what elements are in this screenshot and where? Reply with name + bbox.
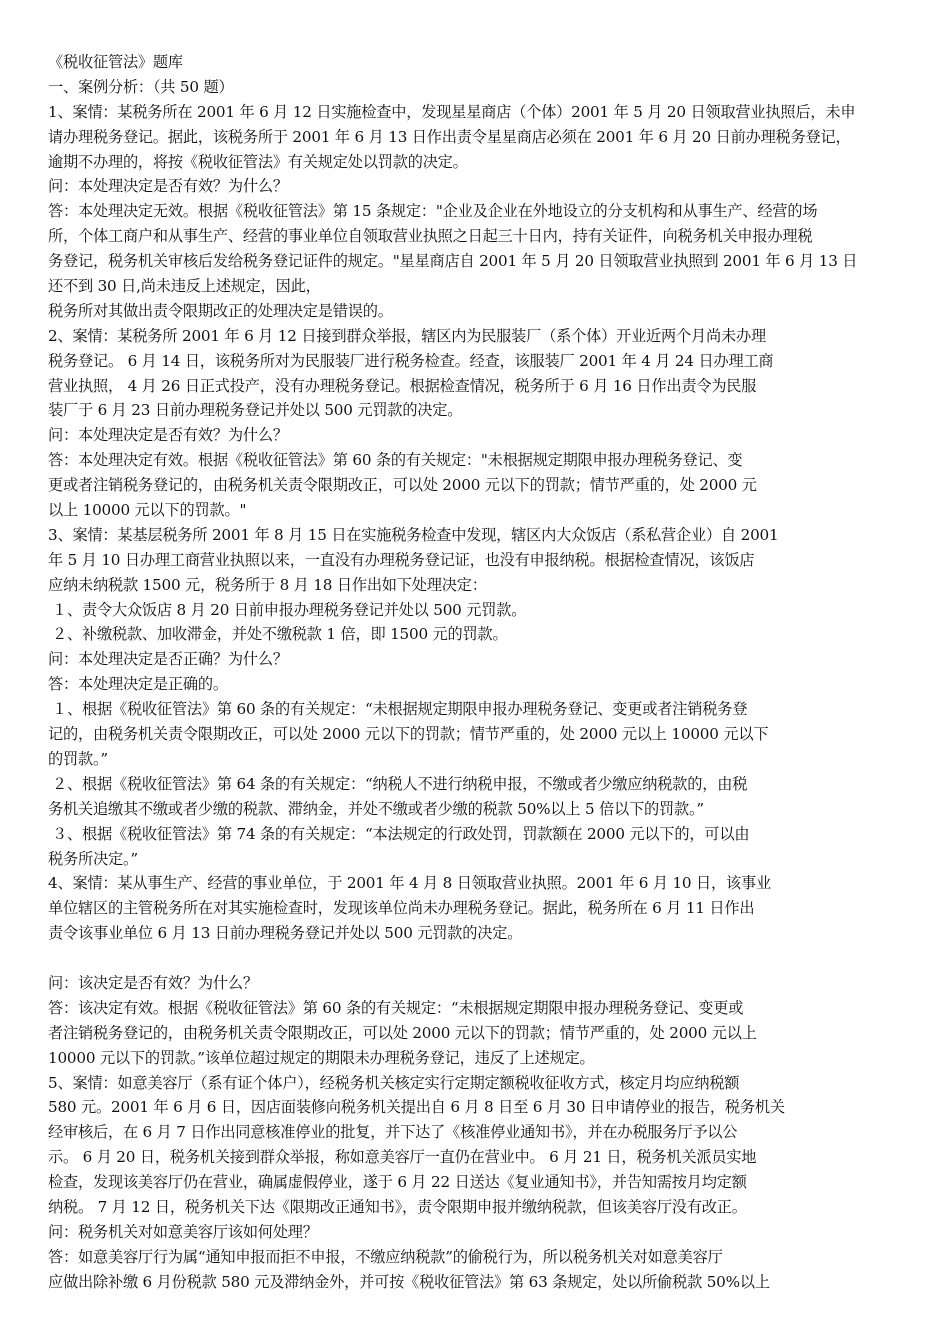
text-line: 经审核后，在 6 月 7 日作出同意核准停业的批复，并下达了《核准停业通知书》，并在办税服务厅予以公 bbox=[48, 1123, 738, 1142]
text-line: 更或者注销税务登记的，由税务机关责令限期改正，可以处 2000 元以下的罚款；情节严重的，处 2000 元 bbox=[48, 476, 757, 495]
text-line: 问：该决定是否有效？为什么？ bbox=[48, 973, 258, 992]
text-line: 问：税务机关对如意美容厅该如何处理？ bbox=[48, 1222, 318, 1241]
text-line: 所，个体工商户和从事生产、经营的事业单位自领取营业执照之日起三十日内，持有关证件，向税务机关申报办理税 bbox=[48, 227, 813, 246]
text-line: 务登记，税务机关审核后发给税务登记证件的规定。"星星商店自 2001 年 5 月 20 日领取营业执照到 2001 年 6 月 13 日 bbox=[48, 252, 858, 271]
text-line: 答：本处理决定有效。根据《税收征管法》第 60 条的有关规定："未根据规定期限申报办理税务登记、变 bbox=[48, 451, 743, 470]
document-title: 《税收征管法》题库 bbox=[48, 53, 183, 71]
text-line: 3、案情：某基层税务所 2001 年 8 月 15 日在实施税务检查中发现，辖区内大众饭店（系私营企业）自 2001 bbox=[48, 525, 779, 544]
text-line: 税务所对其做出责令限期改正的处理决定是错误的。 bbox=[48, 301, 393, 320]
text-line: 还不到 30 日,尚未违反上述规定，因此， bbox=[48, 277, 321, 296]
text-line: 税务所决定。” bbox=[48, 849, 138, 868]
text-line: 责令该事业单位 6 月 13 日前办理税务登记并处以 500 元罚款的决定。 bbox=[48, 924, 523, 943]
text-line: 2、案情：某税务所 2001 年 6 月 12 日接到群众举报，辖区内为民服装厂（系个体）开业近两个月尚未办理 bbox=[48, 326, 766, 345]
text-line: ２、根据《税收征管法》第 64 条的有关规定：“纳税人不进行纳税申报，不缴或者少缴应纳税款的，由税 bbox=[52, 774, 748, 793]
text-line: 的罚款。” bbox=[48, 749, 108, 768]
text-line: 应纳未纳税款 1500 元，税务所于 8 月 18 日作出如下处理决定： bbox=[48, 575, 487, 594]
text-line: 营业执照， 4 月 26 日正式投产，没有办理税务登记。根据检查情况，税务所于 6 月 16 日作出责令为民服 bbox=[48, 376, 757, 395]
text-line: 1、案情：某税务所在 2001 年 6 月 12 日实施检查中，发现星星商店（个体）2001 年 5 月 20 日领取营业执照后，未申 bbox=[48, 102, 856, 121]
text-line: 请办理税务登记。据此，该税务所于 2001 年 6 月 13 日作出责令星星商店必须在 2001 年 6 月 20 日前办理税务登记， bbox=[48, 127, 851, 146]
text-line: ３、根据《税收征管法》第 74 条的有关规定：“本法规定的行政处罚，罚款额在 2000 元以下的，可以由 bbox=[52, 824, 750, 843]
text-line: 年 5 月 10 日办理工商营业执照以来，一直没有办理税务登记证，也没有申报纳税。根据检查情况，该饭店 bbox=[48, 550, 755, 569]
text-line: 示。 6 月 20 日，税务机关接到群众举报，称如意美容厅一直仍在营业中。 6 月 21 日，税务机关派员实地 bbox=[48, 1148, 757, 1167]
text-line: 一、案例分析：（共 50 题） bbox=[48, 77, 234, 96]
text-line: 检查，发现该美容厅仍在营业，确属虚假停业，遂于 6 月 22 日送达《复业通知书》，并告知需按月均定额 bbox=[48, 1173, 747, 1192]
text-line: 税务登记。 6 月 14 日，该税务所对为民服装厂进行税务检查。经查，该服装厂 2001 年 4 月 24 日办理工商 bbox=[48, 351, 774, 370]
text-line: 务机关追缴其不缴或者少缴的税款、滞纳金，并处不缴或者少缴的税款 50%以上 5 倍以下的罚款。” bbox=[48, 799, 704, 818]
text-line: １、根据《税收征管法》第 60 条的有关规定：“未根据规定期限申报办理税务登记、变更或者注销税务登 bbox=[52, 700, 748, 719]
text-line: 装厂于 6 月 23 日前办理税务登记并处以 500 元罚款的决定。 bbox=[48, 401, 463, 420]
text-line: 答：如意美容厅行为属“通知申报而拒不申报，不缴应纳税款”的偷税行为，所以税务机关对如意美容厅 bbox=[48, 1247, 723, 1266]
text-line: 问：本处理决定是否有效？为什么？ bbox=[48, 177, 288, 196]
blank-line bbox=[48, 946, 906, 971]
text-line: 以上 10000 元以下的罚款。" bbox=[48, 501, 247, 520]
text-line: 问：本处理决定是否有效？为什么？ bbox=[48, 426, 288, 445]
text-line: 应做出除补缴 6 月份税款 580 元及滞纳金外，并可按《税收征管法》第 63 条规定，处以所偷税款 50%以上 bbox=[48, 1272, 770, 1291]
text-line: 答：本处理决定无效。根据《税收征管法》第 15 条规定："企业及企业在外地设立的分支机构和从事生产、经营的场 bbox=[48, 202, 818, 221]
text-line: 5、案情：如意美容厅（系有证个体户），经税务机关核定实行定期定额税收征收方式，核定月均应纳税额 bbox=[48, 1073, 740, 1092]
text-line: 者注销税务登记的，由税务机关责令限期改正，可以处 2000 元以下的罚款；情节严重的，处 2000 元以上 bbox=[48, 1023, 757, 1042]
text-line: ２、补缴税款、加收滞金，并处不缴税款 1 倍，即 1500 元的罚款。 bbox=[52, 625, 508, 644]
text-line: 单位辖区的主管税务所在对其实施检查时，发现该单位尚未办理税务登记。据此，税务所在 6 月 11 日作出 bbox=[48, 899, 755, 918]
text-line: 10000 元以下的罚款。”该单位超过规定的期限未办理税务登记，违反了上述规定。 bbox=[48, 1048, 595, 1067]
text-line: 580 元。2001 年 6 月 6 日，因店面装修向税务机关提出自 6 月 8 日至 6 月 30 日申请停业的报告，税务机关 bbox=[48, 1098, 785, 1117]
text-line: 4、案情：某从事生产、经营的事业单位，于 2001 年 4 月 8 日领取营业执照。2001 年 6 月 10 日，该事业 bbox=[48, 874, 771, 893]
text-line: 答：本处理决定是正确的。 bbox=[48, 675, 228, 694]
text-line: 纳税。 7 月 12 日，税务机关下达《限期改正通知书》，责令限期申报并缴纳税款，但该美容厅没有改正。 bbox=[48, 1197, 747, 1216]
text-line: 记的，由税务机关责令限期改正，可以处 2000 元以下的罚款；情节严重的，处 2000 元以上 10000 元以下 bbox=[48, 725, 769, 744]
text-line: 答：该决定有效。根据《税收征管法》第 60 条的有关规定：“未根据规定期限申报办理税务登记、变更或 bbox=[48, 998, 744, 1017]
text-line: 问：本处理决定是否正确？为什么？ bbox=[48, 650, 288, 669]
text-line: １、责令大众饭店 8 月 20 日前申报办理税务登记并处以 500 元罚款。 bbox=[52, 600, 527, 619]
text-line: 逾期不办理的，将按《税收征管法》有关规定处以罚款的决定。 bbox=[48, 152, 468, 171]
